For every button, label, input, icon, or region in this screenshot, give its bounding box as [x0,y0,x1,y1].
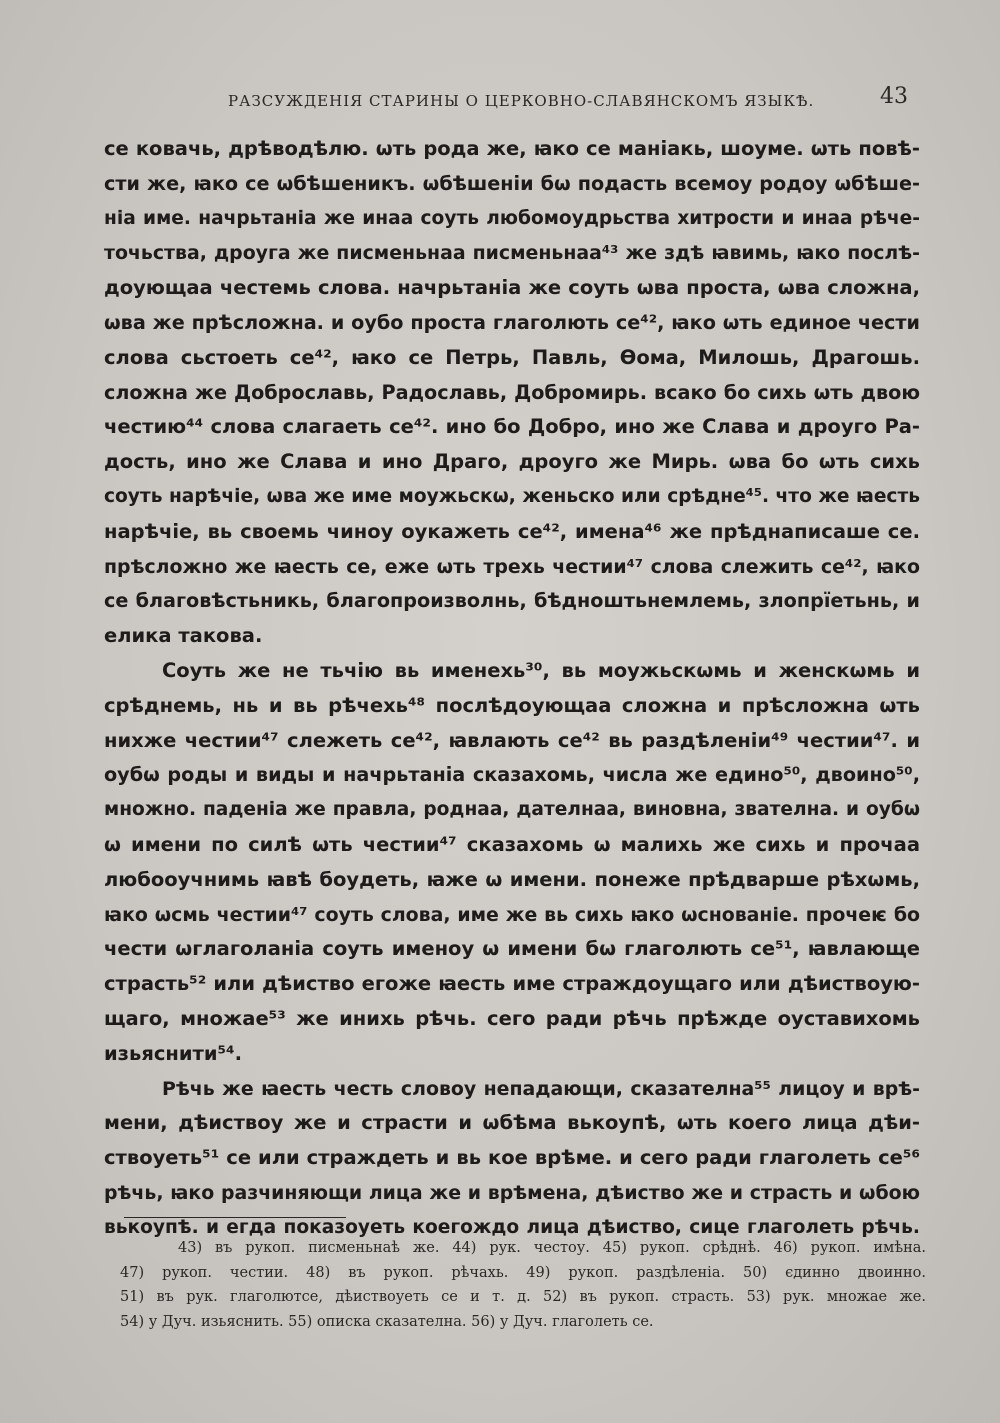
text-line: ѡ имени по силѣ ѡть честии⁴⁷ сказахомь ѡ малихь же сихь и прочаа [104,832,920,856]
text-line: страсть⁵² или дѣиство егоже ꙗесть име страждоущаго или дѣиствоую- [104,972,920,996]
text-line: ѡва же прѣсложна. и оубо проста глаголють се⁴², ꙗко ѡть единое чести [104,310,920,334]
text-line: нихже честии⁴⁷ слежеть се⁴², ꙗвлають се⁴² вь раздѣленіи⁴⁹ честии⁴⁷. и [104,728,920,752]
text-line: сти же, ꙗко се ѡбѣшеникъ. ѡбѣшеніи бѡ подасть всемоу родоу ѡбѣше- [104,171,920,195]
text-line: Рѣчь же ꙗесть честь словоу непадающи, сказателна⁵⁵ лицоу и врѣ- [162,1077,920,1100]
body-text [104,132,920,1246]
text-line: рѣчь, ꙗко разчиняющи лица же и врѣмена, дѣиство же и страсть и ѡбою [104,1181,920,1204]
paragraph-2 [104,654,920,1072]
page-number: 43 [880,84,908,109]
text-line: щаго, множае⁵³ же инихь рѣчь. сего ради рѣчь прѣжде оуставихомь [104,1006,920,1030]
text-line: множно. паденіа же правла, роднаа, дателнаа, виновна, звателна. и оубѡ [104,799,920,821]
paragraph-1 [104,132,920,654]
text-line: точьства, дроуга же писменьнаа писменьнаа⁴³ же здѣ ꙗвимь, ꙗко послѣ- [104,242,920,265]
running-head: РАЗСУЖДЕНІЯ СТАРИНЫ О ЦЕРКОВНО-СЛАВЯНСКОМЪ ЯЗЫКѢ. [228,92,815,110]
text-line: изьяснити⁵⁴. [104,1041,242,1065]
text-line: ствоуеть⁵¹ се или страждеть и вь кое врѣме. и сего ради глаголеть се⁵⁶ [104,1146,920,1170]
text-line: слова сьстоеть се⁴², ꙗко се Петрь, Павль, Ѳома, Милошь, Драгошь. [104,345,920,369]
footnote-separator [124,1217,346,1218]
footnote-line: 43) въ рукоп. писменьнаѣ же. 44) рук. честоу. 45) рукоп. срѣднѣ. 46) рукоп. имѣна. [178,1240,926,1256]
text-line: дость, ино же Слава и ино Драго, дроуго же Мирь. ѡва бо ѡть сихь [104,450,920,474]
text-line: вькоупѣ. и егда показоуеть коегождо лица дѣиство, сице глаголеть рѣчь. [104,1216,920,1238]
text-line: се благовѣстьникь, благопроизволнь, бѣдноштьнемлемь, злопрїетьнь, и [104,589,920,613]
text-line: нарѣчіе, вь своемь чиноу оукажеть се⁴², имена⁴⁶ же прѣднаписаше се. [104,519,920,543]
footnote-line: 47) рукоп. честии. 48) въ рукоп. рѣчахь. 49) рукоп. раздѣленіа. 50) єдинно двоинно. [120,1264,926,1281]
footnotes [120,1236,926,1334]
text-line: прѣсложно же ꙗесть се, еже ѡть трехь честии⁴⁷ слова слежить се⁴², ꙗко [104,555,920,578]
text-line: елика такова. [104,624,263,648]
text-line: чести ѡглаголаніа соуть именоу ѡ имени бѡ глаголють се⁵¹, ꙗвлающе [104,937,920,961]
text-line: Соуть же не тьчію вь именехь³⁰, вь моужьскѡмь и женскѡмь и [162,658,920,682]
text-line: любооучнимь ꙗвѣ боудеть, ꙗже ѡ имени. понеже прѣдварше рѣхѡмь, [104,867,920,891]
text-line: оубѡ роды и виды и начрьтаніа сказахомь, числа же едино⁵⁰, двоино⁵⁰, [104,763,920,787]
text-line: сложна же Доброславь, Радославь, Добромирь. всако бо сихь ѡть двою [104,380,920,404]
text-line: доующаа честемь слова. начрьтаніа же соуть ѡва проста, ѡва сложна, [104,276,920,300]
text-line: честию⁴⁴ слова слагаеть се⁴². ино бо Добро, ино же Слава и дроуго Ра- [104,415,920,439]
footnote-line: 54) у Дуч. изьяснить. 55) описка сказателна. 56) у Дуч. глаголеть се. [120,1313,654,1330]
footnote-line: 51) въ рук. глаголютсе, дѣиствоуеть се и т. д. 52) въ рукоп. страсть. 53) рук. множае же. [120,1289,926,1306]
text-line: мени, дѣиствоу же и страсти и ѡбѣма вькоупѣ, ѡть коего лица дѣи- [104,1111,920,1135]
text-line: срѣднемь, нь и вь рѣчехь⁴⁸ послѣдоующаа сложна и прѣсложна ѡть [104,693,920,717]
text-line: се ковачь, дрѣводѣлю. ѡть рода же, ꙗко се маніакь, шоуме. ѡть повѣ- [104,137,920,160]
text-line: ꙗко ѡсмь честии⁴⁷ соуть слова, име же вь сихь ꙗко ѡснованіе. прочеѥ бо [104,903,920,926]
text-line: соуть нарѣчіе, ѡва же име моужьскѡ, женьско или срѣдне⁴⁵. что же ꙗесть [104,485,920,507]
page-header [228,84,908,114]
paragraph-3 [104,1072,920,1246]
text-line: ніа име. начрьтаніа же инаа соуть любомоудрьства хитрости и инаа рѣче- [104,207,920,229]
